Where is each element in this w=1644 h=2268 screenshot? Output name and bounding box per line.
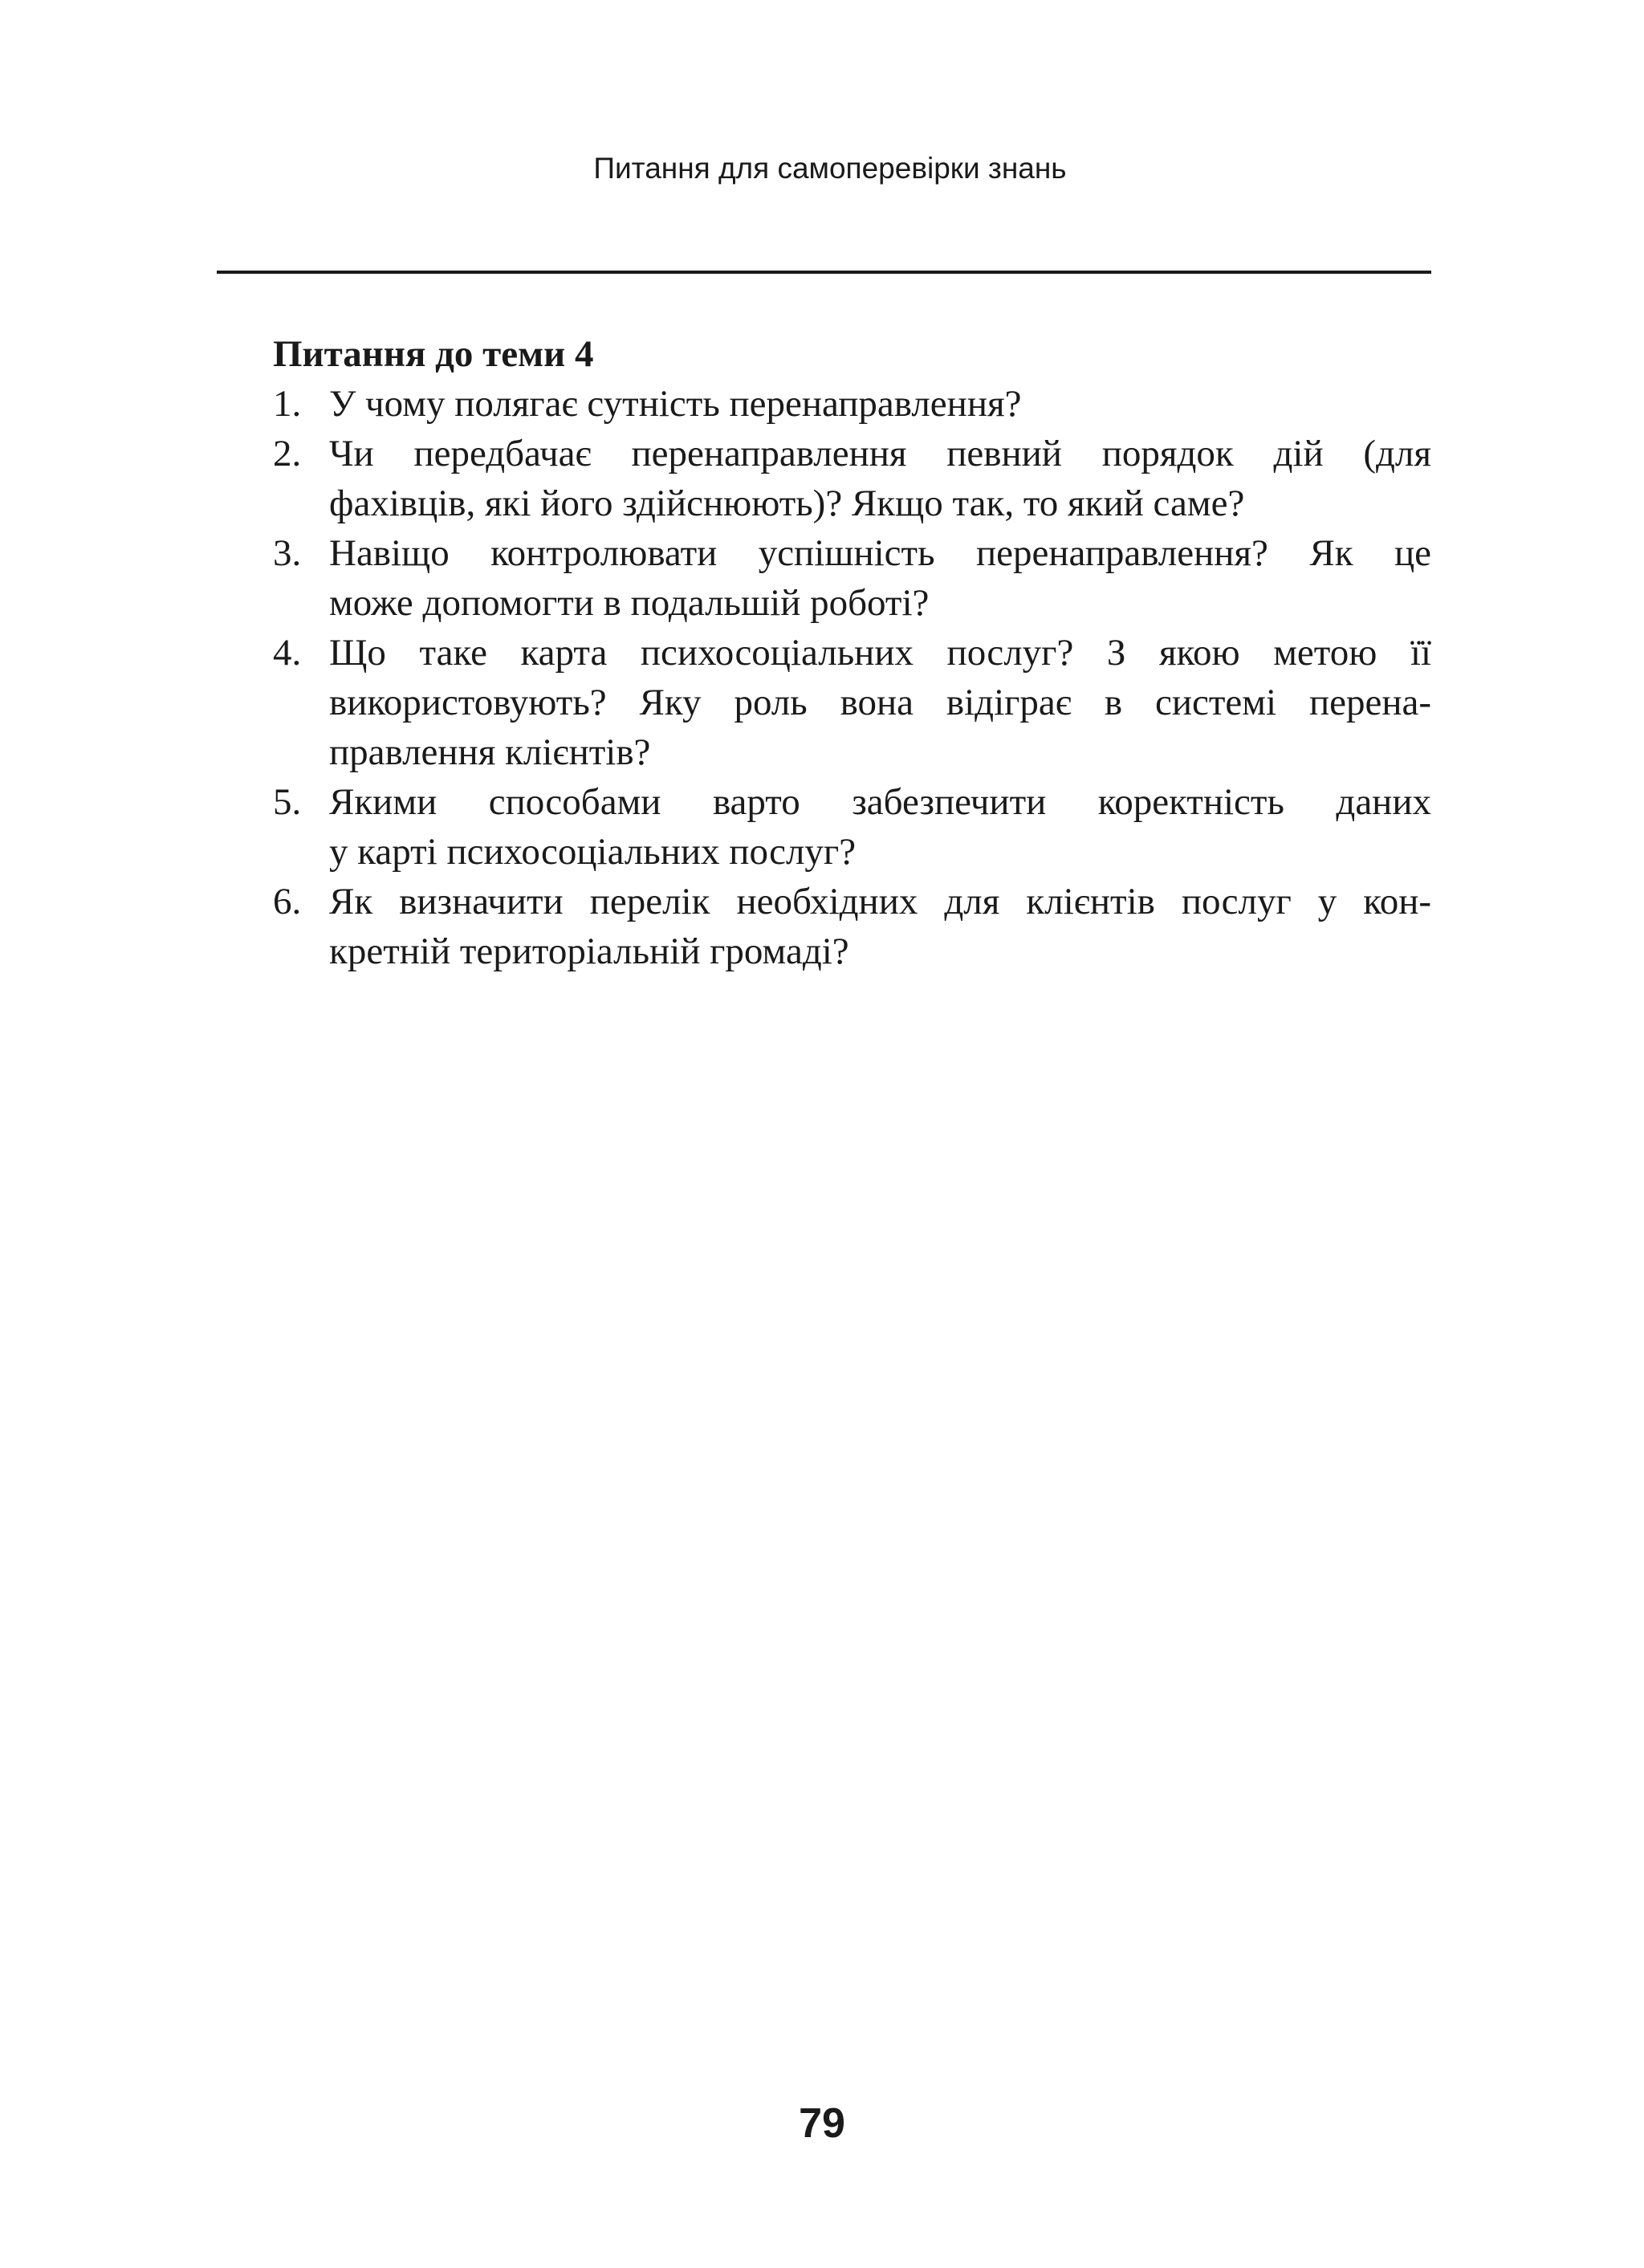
question-line: правлення клієнтів? [329, 731, 651, 773]
question-number: 2. [273, 433, 302, 474]
question-line: Навіщо контролювати успішність перенаправлення? Як це [329, 532, 1431, 574]
section-title: Питання до теми 4 [273, 333, 594, 375]
question-item-2 [273, 429, 1431, 528]
page-number: 79 [799, 2100, 845, 2147]
question-line: може допомогти в подальшій роботі? [329, 582, 930, 624]
question-text [329, 777, 1431, 877]
question-number: 1. [273, 383, 302, 425]
question-item-6 [273, 877, 1431, 976]
question-line: Як визначити перелік необхідних для клієнтів послуг у кон- [329, 881, 1431, 922]
question-line: у карті психосоціальних послуг? [329, 831, 857, 873]
header-divider [217, 271, 1431, 274]
question-line: Чи передбачає перенаправлення певний порядок дій (для [329, 433, 1431, 474]
question-line: Що таке карта психосоціальних послуг? З якою метою її [329, 632, 1431, 674]
question-line: фахівців, які його здійснюють)? Якщо так, то який саме? [329, 483, 1245, 524]
question-text [329, 528, 1431, 628]
question-line: кретній територіальній громаді? [329, 930, 849, 972]
question-text [329, 429, 1431, 528]
question-line: використовують? Яку роль вона відіграє в системі перена- [329, 682, 1431, 723]
question-list [273, 379, 1431, 976]
question-number: 4. [273, 632, 302, 674]
question-text [329, 379, 1431, 429]
question-number: 6. [273, 881, 302, 922]
question-item-1 [273, 379, 1431, 429]
page-content [273, 329, 1431, 976]
question-text [329, 877, 1431, 976]
question-line: Якими способами варто забезпечити коректність даних [329, 781, 1431, 823]
question-item-4 [273, 628, 1431, 777]
question-text [329, 628, 1431, 777]
question-item-3 [273, 528, 1431, 628]
running-header: Питання для самоперевірки знань [593, 152, 1067, 185]
question-item-5 [273, 777, 1431, 877]
question-line: У чому полягає сутність перенаправлення? [329, 383, 1022, 425]
question-number: 3. [273, 532, 302, 574]
question-number: 5. [273, 781, 302, 823]
